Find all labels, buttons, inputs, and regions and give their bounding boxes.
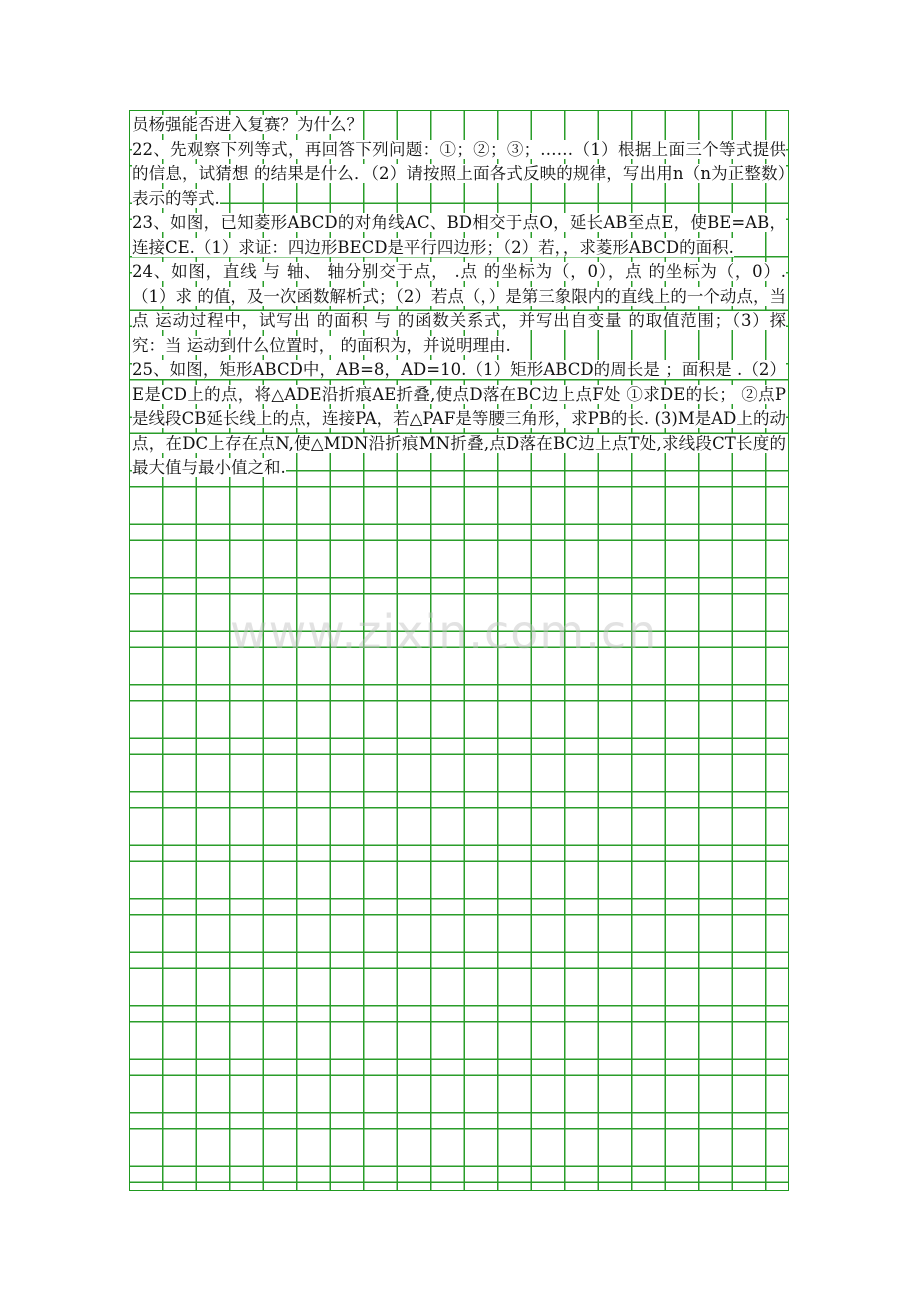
question-23: 23、如图，已知菱形ABCD的对角线AC、BD相交于点O，延长AB至点E，使BE=AB，连接CE.（1）求证：四边形BECD是平行四边形；（2）若，，求菱形ABCD的面积.	[132, 213, 786, 257]
answer-sheet-grid	[129, 110, 789, 1191]
question-text	[130, 111, 788, 481]
paragraph-continuation: 员杨强能否进入复赛？为什么？	[132, 115, 363, 134]
question-24: 24、如图，直线 与 轴、 轴分别交于点， .点 的坐标为（，0），点 的坐标为（，0）.（1）求 的值，及一次函数解析式；（2）若点（，）是第三象限内的直线上的一个动点，当点 运动过程中，试写出 的面积 与 的函数关系式，并写出自变量 的取值范围；（3）探究：当 运动到什么位置时， 的面积为，并说明理由.	[132, 262, 786, 355]
question-22: 22、先观察下列等式，再回答下列问题：①；②；③；……（1）根据上面三个等式提供的信息，试猜想 的结果是什么．（2）请按照上面各式反映的规律，写出用n（n为正整数）表示的等式.	[132, 139, 786, 208]
watermark: www.zixin.com.cn	[230, 605, 658, 659]
question-25: 25、如图，矩形ABCD中，AB=8，AD=10.（1）矩形ABCD的周长是 ；面积是 .（2）E是CD上的点，将△ADE沿折痕AE折叠,使点D落在BC边上点F处 ①求DE的长； ②点P是线段CB延长线上的点，连接PA，若△PAF是等腰三角形，求PB的长. (3)M是AD上的动点，在DC上存在点N,使△MDN沿折痕MN折叠,点D落在BC边上点T处,求线段CT长度的最大值与最小值之和.	[132, 360, 786, 477]
